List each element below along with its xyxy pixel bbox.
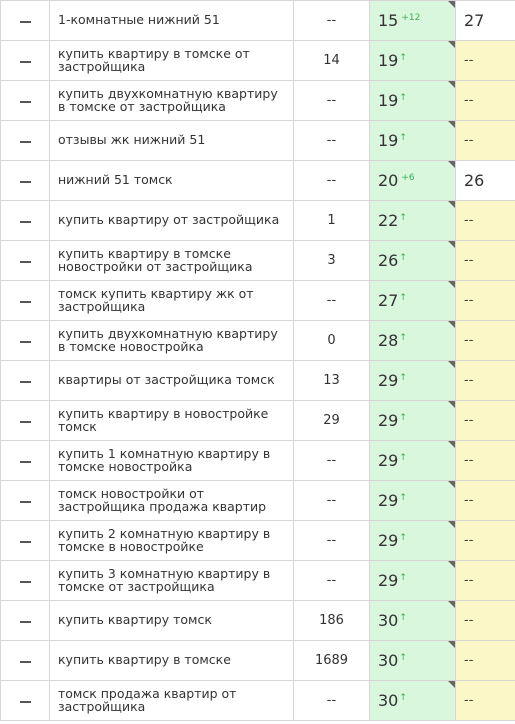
previous-position-value: --: [464, 573, 474, 588]
table-row: [1, 641, 515, 681]
dash-icon: [20, 701, 31, 703]
previous-position-value: --: [464, 213, 474, 228]
previous-position-value: --: [464, 493, 474, 508]
table-row: [1, 681, 515, 721]
frequency-cell: [294, 401, 370, 441]
search-query-cell: [50, 81, 294, 121]
previous-position-cell[interactable]: [456, 641, 515, 681]
search-query-text: купить квартиру в томске от застройщика: [58, 46, 250, 74]
frequency-value: --: [326, 573, 337, 588]
trend-up-arrow-icon: ↑: [399, 52, 407, 63]
previous-position-cell[interactable]: [456, 201, 515, 241]
corner-triangle-icon: [448, 561, 455, 568]
frequency-value: 3: [327, 253, 336, 268]
current-position-cell[interactable]: [370, 601, 456, 641]
current-position-cell[interactable]: [370, 281, 456, 321]
frequency-value: --: [326, 133, 337, 148]
frequency-value: --: [326, 173, 337, 188]
frequency-cell: [294, 241, 370, 281]
current-position-cell[interactable]: [370, 161, 456, 201]
dash-icon: [20, 621, 31, 623]
current-position-value: 26: [378, 251, 399, 270]
row-status-cell: [1, 681, 50, 721]
current-position-value: 27: [378, 291, 399, 310]
current-position-value: 29: [378, 491, 399, 510]
row-status-cell: [1, 41, 50, 81]
current-position-value: 30: [378, 651, 399, 670]
previous-position-cell[interactable]: [456, 41, 515, 81]
row-status-cell: [1, 521, 50, 561]
frequency-cell: [294, 641, 370, 681]
search-query-cell: [50, 481, 294, 521]
current-position-value: 29: [378, 531, 399, 550]
row-status-cell: [1, 361, 50, 401]
current-position-cell[interactable]: [370, 321, 456, 361]
search-query-cell: [50, 401, 294, 441]
trend-up-arrow-icon: ↑: [399, 252, 407, 263]
search-query-text: купить двухкомнатную квартиру в томске от застройщика: [58, 86, 278, 114]
previous-position-cell[interactable]: [456, 561, 515, 601]
dash-icon: [20, 581, 31, 583]
search-query-text: 1-комнатные нижний 51: [58, 12, 220, 28]
trend-up-arrow-icon: ↑: [399, 612, 407, 623]
frequency-cell: [294, 161, 370, 201]
row-status-cell: [1, 1, 50, 41]
search-query-cell: [50, 121, 294, 161]
trend-up-arrow-icon: ↑: [399, 692, 407, 703]
frequency-cell: [294, 361, 370, 401]
trend-up-arrow-icon: ↑: [399, 412, 407, 423]
search-query-text: квартиры от застройщика томск: [58, 372, 275, 388]
previous-position-cell[interactable]: [456, 121, 515, 161]
corner-triangle-icon: [448, 161, 455, 168]
trend-up-arrow-icon: ↑: [399, 652, 407, 663]
corner-triangle-icon: [448, 641, 455, 648]
corner-triangle-icon: [448, 1, 455, 8]
corner-triangle-icon: [448, 481, 455, 488]
current-position-cell[interactable]: [370, 121, 456, 161]
row-status-cell: [1, 161, 50, 201]
current-position-cell[interactable]: [370, 681, 456, 721]
current-position-cell[interactable]: [370, 481, 456, 521]
dash-icon: [20, 501, 31, 503]
frequency-value: --: [326, 453, 337, 468]
previous-position-value: --: [464, 53, 474, 68]
search-query-cell: [50, 41, 294, 81]
search-query-cell: [50, 601, 294, 641]
frequency-cell: [294, 81, 370, 121]
search-query-cell: [50, 201, 294, 241]
search-query-text: томск продажа квартир от застройщика: [58, 686, 237, 714]
corner-triangle-icon: [448, 601, 455, 608]
corner-triangle-icon: [448, 41, 455, 48]
frequency-cell: [294, 41, 370, 81]
search-query-cell: [50, 241, 294, 281]
dash-icon: [20, 461, 31, 463]
previous-position-cell[interactable]: [456, 601, 515, 641]
current-position-cell[interactable]: [370, 41, 456, 81]
previous-position-value: --: [464, 333, 474, 348]
table-row: [1, 481, 515, 521]
search-query-text: нижний 51 томск: [58, 172, 173, 188]
previous-position-value: --: [464, 613, 474, 628]
frequency-value: --: [326, 493, 337, 508]
previous-position-value: --: [464, 373, 474, 388]
previous-position-cell[interactable]: [456, 241, 515, 281]
frequency-cell: [294, 601, 370, 641]
corner-triangle-icon: [448, 201, 455, 208]
previous-position-cell[interactable]: [456, 681, 515, 721]
table-row: [1, 601, 515, 641]
search-query-text: отзывы жк нижний 51: [58, 132, 206, 148]
frequency-value: --: [326, 693, 337, 708]
trend-up-arrow-icon: ↑: [399, 572, 407, 583]
previous-position-cell[interactable]: [456, 321, 515, 361]
current-position-value: 20: [378, 171, 399, 190]
previous-position-cell[interactable]: [456, 1, 515, 41]
search-query-text: купить квартиру томск: [58, 612, 212, 628]
dash-icon: [20, 661, 31, 663]
row-status-cell: [1, 601, 50, 641]
search-query-cell: [50, 521, 294, 561]
current-position-cell[interactable]: [370, 641, 456, 681]
trend-up-arrow-icon: ↑: [399, 492, 407, 503]
row-status-cell: [1, 401, 50, 441]
table-row: [1, 41, 515, 81]
dash-icon: [20, 541, 31, 543]
current-position-value: 28: [378, 331, 399, 350]
previous-position-value: --: [464, 693, 474, 708]
row-status-cell: [1, 641, 50, 681]
search-query-cell: [50, 441, 294, 481]
frequency-cell: [294, 681, 370, 721]
dash-icon: [20, 141, 31, 143]
corner-triangle-icon: [448, 121, 455, 128]
frequency-value: 1: [327, 213, 336, 228]
row-status-cell: [1, 321, 50, 361]
trend-up-arrow-icon: ↑: [399, 332, 407, 343]
current-position-value: 29: [378, 411, 399, 430]
previous-position-cell[interactable]: [456, 401, 515, 441]
search-query-text: купить квартиру в томске новостройки от застройщика: [58, 246, 253, 274]
current-position-cell[interactable]: [370, 561, 456, 601]
dash-icon: [20, 61, 31, 63]
current-position-value: 15: [378, 11, 399, 30]
previous-position-cell[interactable]: [456, 161, 515, 201]
frequency-value: 29: [323, 413, 340, 428]
table-row: [1, 401, 515, 441]
table-row: [1, 321, 515, 361]
previous-position-cell[interactable]: [456, 81, 515, 121]
dash-icon: [20, 341, 31, 343]
previous-position-value: --: [464, 93, 474, 108]
previous-position-cell[interactable]: [456, 521, 515, 561]
table-row: [1, 161, 515, 201]
dash-icon: [20, 381, 31, 383]
table-row: [1, 441, 515, 481]
table-row: [1, 201, 515, 241]
row-status-cell: [1, 481, 50, 521]
frequency-cell: [294, 521, 370, 561]
frequency-value: --: [326, 93, 337, 108]
previous-position-value: --: [464, 133, 474, 148]
frequency-cell: [294, 441, 370, 481]
current-position-value: 30: [378, 691, 399, 710]
frequency-cell: [294, 1, 370, 41]
current-position-cell[interactable]: [370, 441, 456, 481]
position-change: +12: [401, 12, 421, 23]
row-status-cell: [1, 441, 50, 481]
current-position-value: 29: [378, 571, 399, 590]
previous-position-value: --: [464, 413, 474, 428]
search-query-text: купить квартиру в томске: [58, 652, 231, 668]
search-query-cell: [50, 161, 294, 201]
frequency-value: 14: [323, 53, 340, 68]
table-row: [1, 81, 515, 121]
trend-up-arrow-icon: ↑: [399, 292, 407, 303]
previous-position-cell[interactable]: [456, 361, 515, 401]
search-query-cell: [50, 681, 294, 721]
frequency-cell: [294, 121, 370, 161]
corner-triangle-icon: [448, 681, 455, 688]
search-query-text: томск купить квартиру жк от застройщика: [58, 286, 254, 314]
search-query-text: купить двухкомнатную квартиру в томске новостройка: [58, 326, 278, 354]
table-row: [1, 241, 515, 281]
table-row: [1, 361, 515, 401]
table-row: [1, 281, 515, 321]
frequency-value: 0: [327, 333, 336, 348]
corner-triangle-icon: [448, 521, 455, 528]
frequency-value: --: [326, 293, 337, 308]
dash-icon: [20, 181, 31, 183]
current-position-cell[interactable]: [370, 401, 456, 441]
corner-triangle-icon: [448, 361, 455, 368]
search-query-cell: [50, 641, 294, 681]
dash-icon: [20, 221, 31, 223]
previous-position-value: --: [464, 293, 474, 308]
dash-icon: [20, 21, 31, 23]
trend-up-arrow-icon: ↑: [399, 372, 407, 383]
search-query-text: томск новостройки от застройщика продажа квартир: [58, 486, 267, 514]
row-status-cell: [1, 281, 50, 321]
frequency-value: 1689: [314, 653, 349, 668]
table-row: [1, 121, 515, 161]
frequency-value: --: [326, 533, 337, 548]
current-position-value: 29: [378, 371, 399, 390]
frequency-cell: [294, 281, 370, 321]
search-query-cell: [50, 361, 294, 401]
position-change: +6: [401, 172, 415, 183]
search-query-text: купить 3 комнатную квартиру в томске от застройщика: [58, 566, 271, 594]
row-status-cell: [1, 241, 50, 281]
search-query-cell: [50, 561, 294, 601]
corner-triangle-icon: [448, 321, 455, 328]
corner-triangle-icon: [448, 241, 455, 248]
search-query-cell: [50, 281, 294, 321]
previous-position-cell[interactable]: [456, 281, 515, 321]
table-row: [1, 561, 515, 601]
previous-position-cell[interactable]: [456, 441, 515, 481]
table-row: [1, 521, 515, 561]
corner-triangle-icon: [448, 81, 455, 88]
dash-icon: [20, 261, 31, 263]
frequency-cell: [294, 481, 370, 521]
previous-position-value: --: [464, 253, 474, 268]
previous-position-value: 26: [464, 171, 485, 190]
previous-position-value: --: [464, 453, 474, 468]
corner-triangle-icon: [448, 281, 455, 288]
corner-triangle-icon: [448, 441, 455, 448]
search-query-cell: [50, 1, 294, 41]
trend-up-arrow-icon: ↑: [399, 92, 407, 103]
search-query-cell: [50, 321, 294, 361]
current-position-cell[interactable]: [370, 361, 456, 401]
search-query-text: купить квартиру от застройщика: [58, 212, 280, 228]
current-position-value: 30: [378, 611, 399, 630]
row-status-cell: [1, 81, 50, 121]
search-query-text: купить 1 комнатную квартиру в томске новостройка: [58, 446, 271, 474]
trend-up-arrow-icon: ↑: [399, 132, 407, 143]
positions-table-body: [1, 1, 515, 721]
frequency-cell: [294, 321, 370, 361]
table-row: [1, 1, 515, 41]
current-position-cell[interactable]: [370, 241, 456, 281]
dash-icon: [20, 301, 31, 303]
dash-icon: [20, 421, 31, 423]
frequency-cell: [294, 201, 370, 241]
previous-position-cell[interactable]: [456, 481, 515, 521]
frequency-value: 13: [323, 373, 340, 388]
current-position-value: 19: [378, 91, 399, 110]
row-status-cell: [1, 201, 50, 241]
row-status-cell: [1, 561, 50, 601]
current-position-cell[interactable]: [370, 521, 456, 561]
trend-up-arrow-icon: ↑: [399, 452, 407, 463]
previous-position-value: --: [464, 533, 474, 548]
frequency-value: --: [326, 13, 337, 28]
previous-position-value: --: [464, 653, 474, 668]
current-position-cell[interactable]: [370, 81, 456, 121]
dash-icon: [20, 101, 31, 103]
frequency-cell: [294, 561, 370, 601]
current-position-value: 29: [378, 451, 399, 470]
trend-up-arrow-icon: ↑: [399, 532, 407, 543]
search-query-text: купить 2 комнатную квартиру в томске в новостройке: [58, 526, 271, 554]
current-position-value: 22: [378, 211, 399, 230]
current-position-cell[interactable]: [370, 201, 456, 241]
trend-up-arrow-icon: ↑: [399, 212, 407, 223]
current-position-value: 19: [378, 51, 399, 70]
frequency-value: 186: [319, 613, 344, 628]
current-position-cell[interactable]: [370, 1, 456, 41]
search-query-text: купить квартиру в новостройке томск: [58, 406, 269, 434]
previous-position-value: 27: [464, 11, 485, 30]
current-position-value: 19: [378, 131, 399, 150]
row-status-cell: [1, 121, 50, 161]
corner-triangle-icon: [448, 401, 455, 408]
